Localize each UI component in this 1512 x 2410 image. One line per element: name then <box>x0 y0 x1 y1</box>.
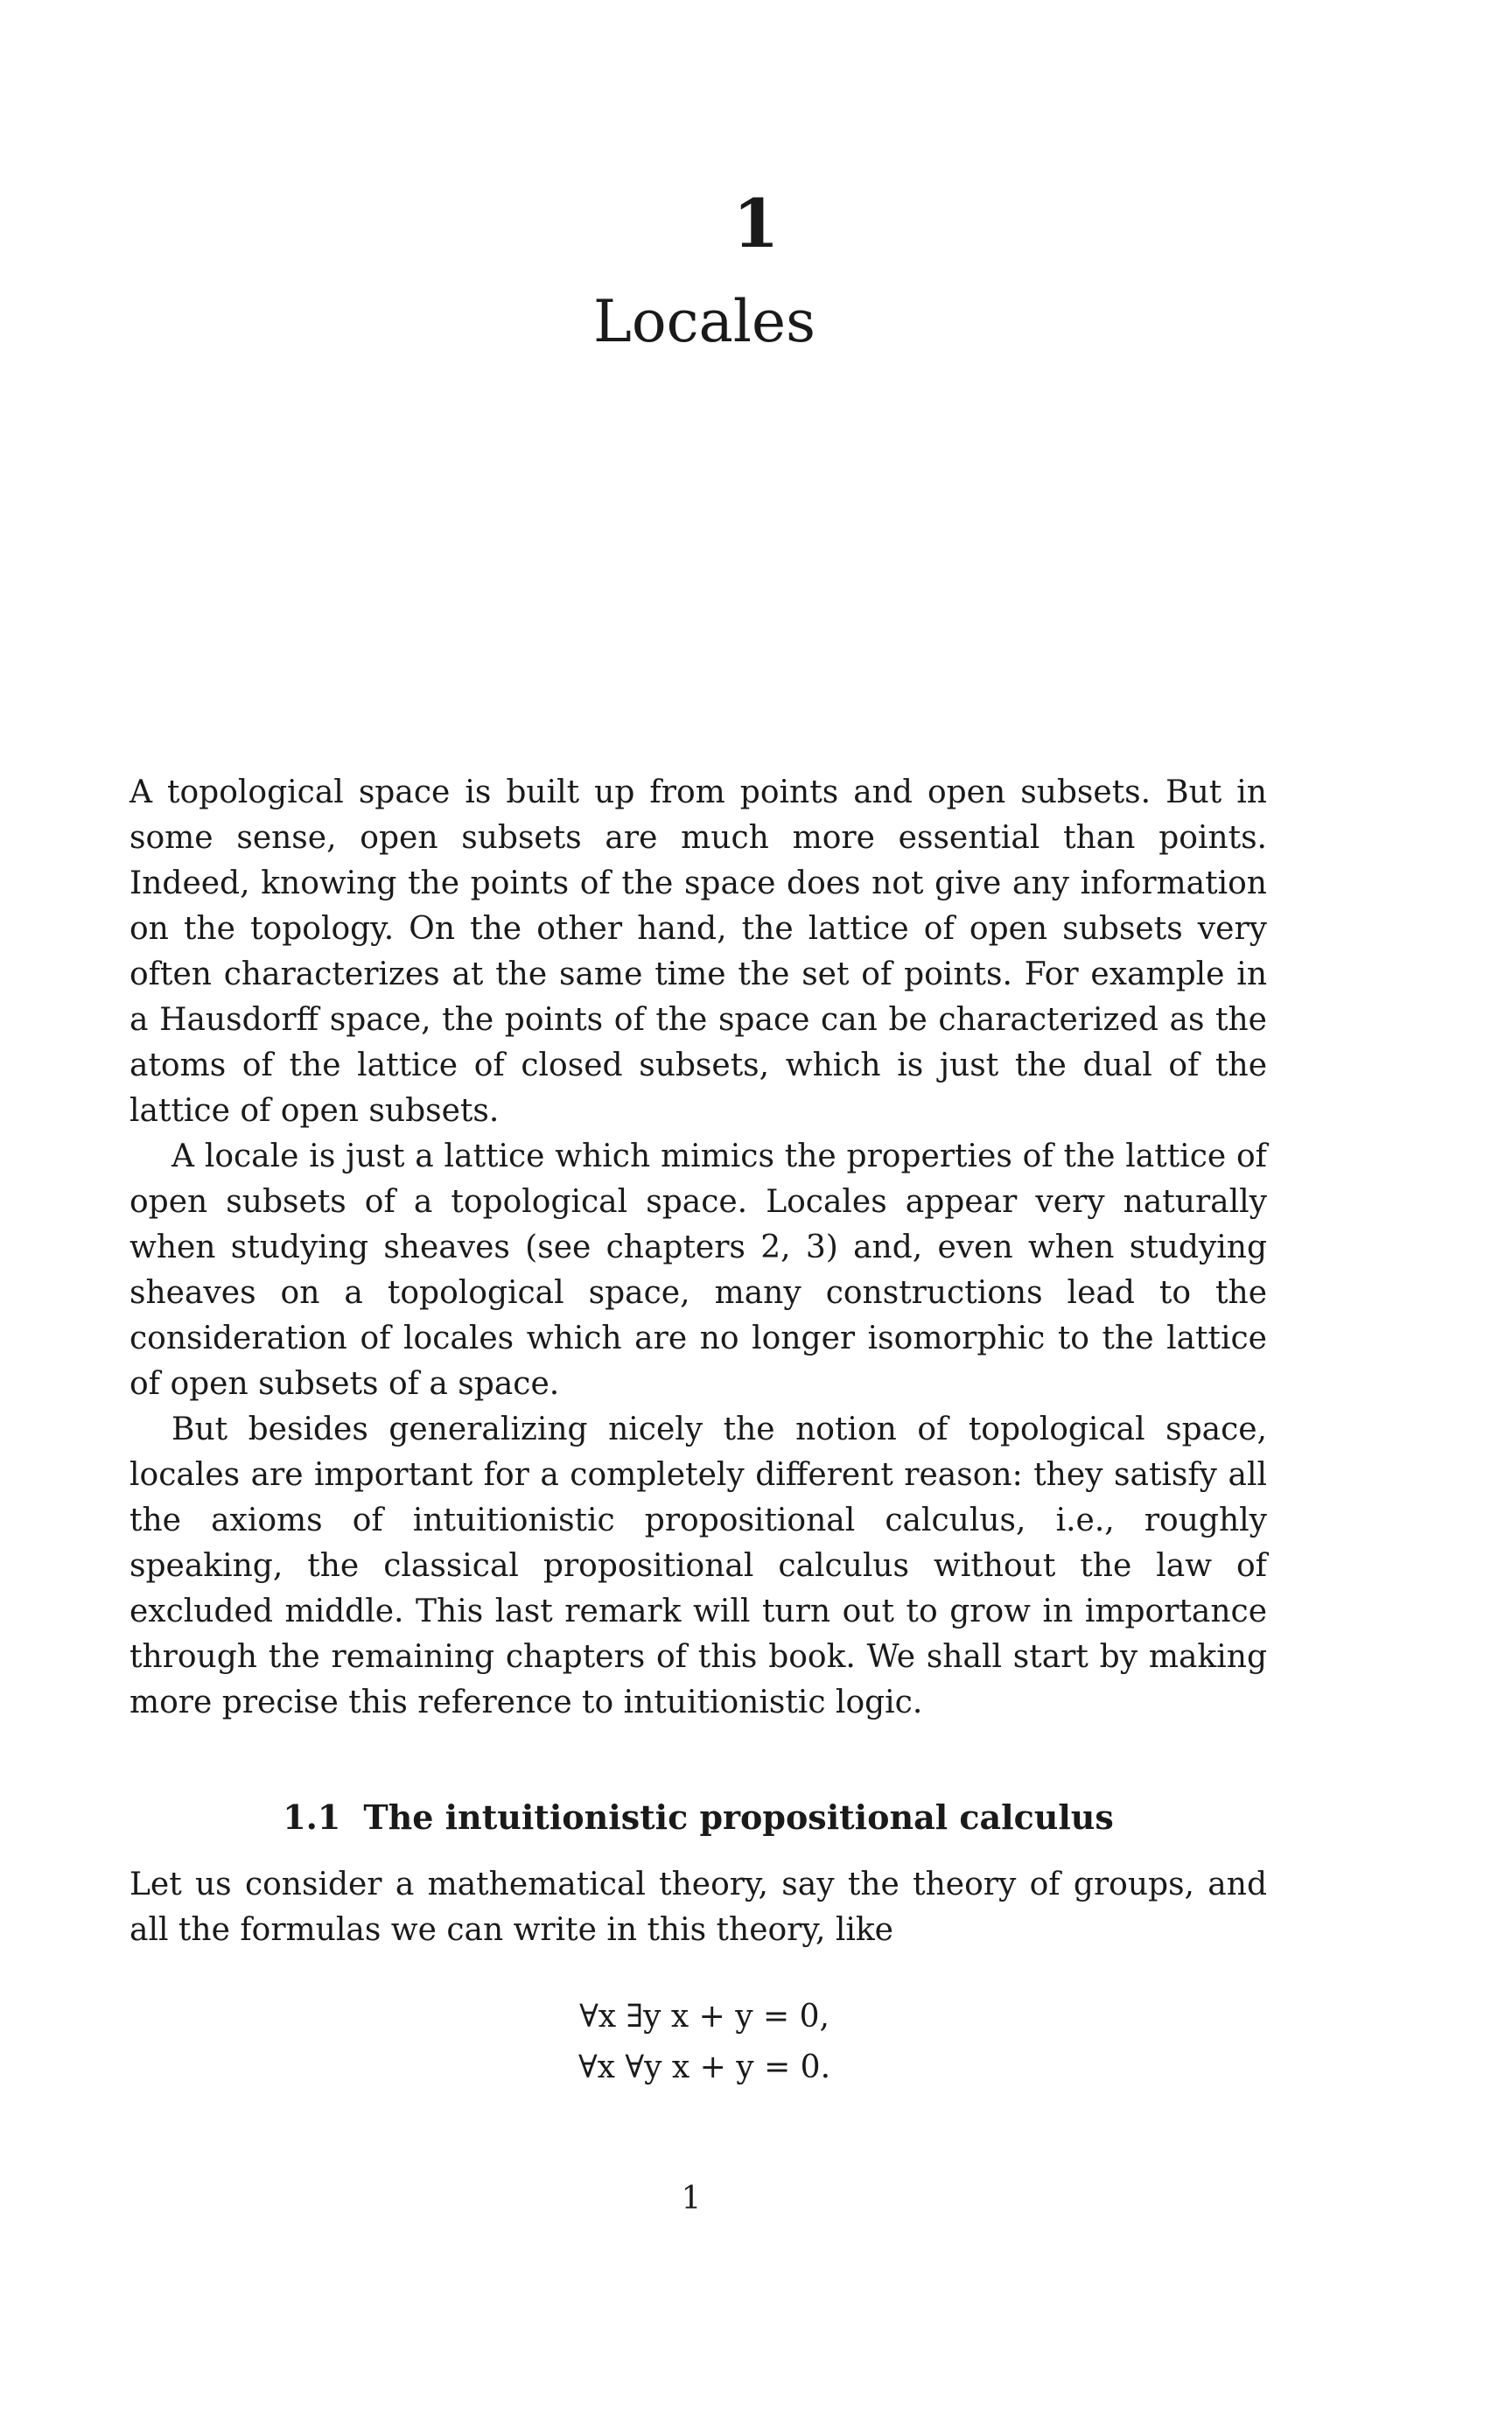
chapter-number: 1 <box>732 185 780 263</box>
intro-paragraph-2: A locale is just a lattice which mimics the properties of the lattice of open subsets of a topological space. Locales appear very naturally when studying sheaves (see chapters 2, 3) and, even when studying sheaves on a topological space, many constructions lead to the consideration of locales which are no longer isomorphic to the lattice of open subsets of a space. <box>130 1138 1267 1402</box>
intro-text <box>130 770 1267 1726</box>
section-title: The intuitionistic propositional calculus <box>363 1797 1114 1837</box>
intro-paragraph-1: A topological space is built up from points and open subsets. But in some sense, open subsets are much more essential than points. Indeed, knowing the points of the space does not give any information on the topology. On the other hand, the lattice of open subsets very often characterizes at the same time the set of points. For example in a Hausdorff space, the points of the space can be characterized as the atoms of the lattice of closed subsets, which is just the dual of the lattice of open subsets. <box>130 774 1267 1129</box>
section-text <box>130 1862 1267 1953</box>
section-heading <box>130 1797 1267 1837</box>
formula-display <box>0 1992 1409 2093</box>
intro-paragraph-3: But besides generalizing nicely the notion of topological space, locales are important for a completely different reason: they satisfy all the axioms of intuitionistic propositional calculus, i.e., roughly speaking, the classical propositional calculus without the law of excluded middle. This last remark will turn out to grow in importance through the remaining chapters of this book. We shall start by making more precise this reference to intuitionistic logic. <box>130 1412 1267 1720</box>
chapter-title: Locales <box>593 288 816 355</box>
section-paragraph: Let us consider a mathematical theory, say the theory of groups, and all the formulas we can write in this theory, like <box>130 1867 1267 1948</box>
page-number: 1 <box>681 2181 702 2217</box>
formula-line-2: ∀x ∀y x + y = 0. <box>578 2049 831 2085</box>
section-number: 1.1 <box>283 1797 341 1837</box>
formula-line-1: ∀x ∃y x + y = 0, <box>579 1999 830 2035</box>
